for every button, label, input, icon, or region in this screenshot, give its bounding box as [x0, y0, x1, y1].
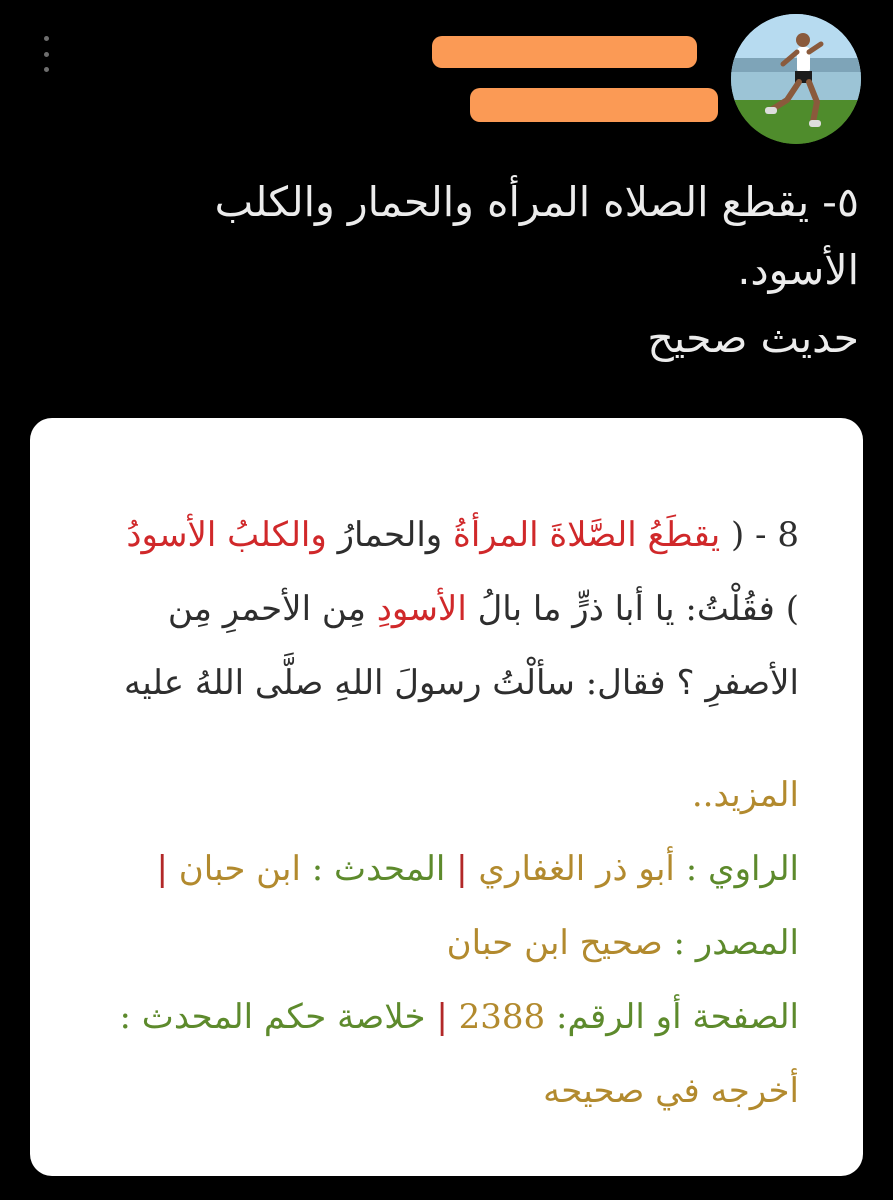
- hadith-highlight: الأسودِ: [376, 589, 467, 629]
- hadith-highlight: والكلبُ الأسودُ: [126, 515, 327, 555]
- page-row: [79, 980, 799, 1054]
- hadith-close-paren: ): [785, 589, 799, 629]
- more-vertical-icon[interactable]: [40, 36, 52, 72]
- hadith-line: [79, 498, 799, 572]
- hadith-line: [79, 572, 799, 646]
- page-value: 2388: [458, 997, 546, 1037]
- clipped-line: [79, 720, 799, 754]
- ruling-value: أخرجه في صحيحه: [543, 1071, 799, 1111]
- separator: |: [436, 997, 448, 1037]
- hadith-text: فقُلْتُ: يا أبا ذرٍّ ما بالُ: [477, 589, 775, 629]
- avatar[interactable]: [731, 14, 861, 144]
- source-value[interactable]: صحيح ابن حبان: [446, 923, 663, 963]
- hadith-highlight: يقطَعُ الصَّلاةَ المرأةُ: [453, 515, 721, 555]
- redacted-username: [470, 88, 718, 122]
- tweet-text: [99, 168, 859, 372]
- tweet-line: الأسود.: [737, 246, 859, 294]
- muhaddith-value[interactable]: ابن حبان: [178, 849, 301, 889]
- hadith-line: [79, 646, 799, 720]
- hadith-number: 8 - (: [730, 515, 799, 555]
- redacted-display-name: [432, 36, 697, 68]
- attached-image[interactable]: [30, 418, 863, 1176]
- tweet-line: حديث صحيح: [647, 314, 859, 362]
- muhaddith-label: المحدث :: [311, 849, 446, 889]
- ruling-row: [79, 1054, 799, 1128]
- source-row: [79, 906, 799, 980]
- page-label: الصفحة أو الرقم:: [555, 997, 799, 1037]
- runner-photo-icon: [731, 14, 861, 144]
- separator: |: [156, 849, 168, 889]
- separator: |: [456, 849, 468, 889]
- narrator-label: الراوي :: [685, 849, 799, 889]
- hadith-text: مِن الأحمرِ مِن: [167, 589, 366, 629]
- tweet-line: ٥- يقطع الصلاه المرأه والحمار والكلب: [214, 178, 859, 226]
- hadith-text: الأصفرِ ؟ فقال: سألْتُ رسولَ اللهِ صلَّى اللهُ عليه: [124, 663, 799, 703]
- hadith-text: والحمارُ: [337, 515, 443, 555]
- hadith-card-content: [79, 498, 799, 1128]
- narrator-row: [79, 832, 799, 906]
- ruling-label: خلاصة حكم المحدث :: [119, 997, 426, 1037]
- more-link[interactable]: المزيد..: [691, 775, 799, 815]
- narrator-value[interactable]: أبو ذر الغفاري: [478, 849, 675, 889]
- source-label: المصدر :: [673, 923, 799, 963]
